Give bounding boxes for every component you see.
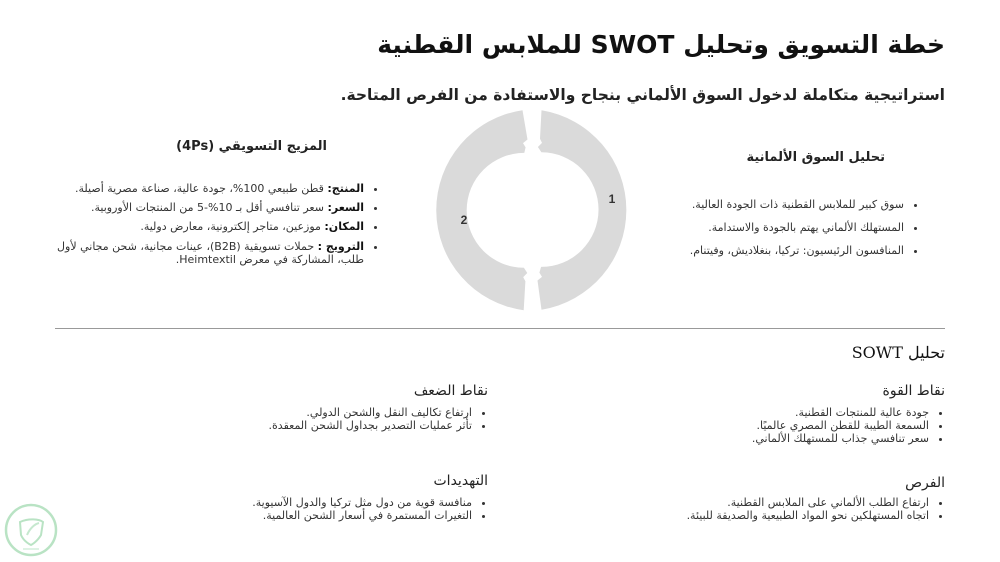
item-label: المنتج:	[327, 182, 364, 195]
list-item: • سعر تنافسي جذاب للمستهلك الألماني.	[599, 432, 929, 445]
threats-list	[142, 496, 488, 522]
item-text: حملات تسويقية (B2B)، عينات مجانية، شحن مجاني لأول طلب، المشاركة في معرض Heimtextil.	[57, 239, 364, 266]
item-label: الترويج :	[317, 239, 364, 253]
cycle-diagram	[426, 100, 650, 316]
list-item: • المستهلك الألماني يهتم بالجودة والاستدامة.	[604, 221, 904, 234]
list-item: • تأثر عمليات التصدير بجداول الشحن المعقدة.	[142, 419, 472, 432]
swot-title: تحليل SOWT	[851, 343, 945, 362]
item-label: السعر:	[327, 201, 364, 215]
list-item	[34, 240, 364, 266]
segment-label-2: 2	[460, 213, 468, 227]
item-text: قطن طبيعي 100%، جودة عالية، صناعة مصرية أصيلة.	[75, 182, 324, 195]
page-title: خطة التسويق وتحليل SWOT للملابس القطنية	[377, 30, 945, 59]
opportunities-list	[599, 496, 945, 522]
item-text: سعر تنافسي أقل بـ 10%-5 من المنتجات الأوروبية.	[91, 201, 324, 215]
market-analysis-title: تحليل السوق الألمانية	[746, 150, 885, 165]
marketing-mix-title: المزيج التسويقي (4Ps)	[176, 139, 327, 154]
watermark-logo	[3, 502, 59, 558]
list-item: • ارتفاع تكاليف النقل والشحن الدولي.	[142, 406, 472, 419]
list-item: • سوق كبير للملابس القطنية ذات الجودة العالية.	[604, 198, 904, 211]
list-item: • جودة عالية للمنتجات القطنية.	[599, 406, 929, 419]
item-label: المكان:	[324, 220, 364, 234]
list-item: • السمعة الطيبة للقطن المصري عالميًا.	[599, 419, 929, 432]
section-divider	[55, 328, 945, 329]
market-analysis-list	[604, 198, 920, 267]
list-item: • منافسة قوية من دول مثل تركيا والدول الآسيوية.	[142, 496, 472, 509]
marketing-mix-list	[34, 182, 380, 272]
list-item	[34, 201, 364, 214]
ring-segment-1	[538, 110, 627, 309]
opportunities-heading: الفرص	[905, 475, 945, 491]
strengths-list	[599, 406, 945, 445]
list-item: • التغيرات المستمرة في أسعار الشحن العالمية.	[142, 509, 472, 522]
list-item: • المنافسون الرئيسيون: تركيا، بنغلاديش، وفيتنام.	[604, 244, 904, 257]
item-text: موزعين، متاجر إلكترونية، معارض دولية.	[140, 220, 321, 234]
threats-heading: التهديدات	[433, 473, 488, 489]
page-subtitle: استراتيجية متكاملة لدخول السوق الألماني بنجاح والاستفادة من الفرص المتاحة.	[340, 86, 945, 104]
list-item	[34, 220, 364, 233]
list-item: • اتجاه المستهلكين نحو المواد الطبيعية والصديقة للبيئة.	[599, 509, 929, 522]
strengths-heading: نقاط القوة	[882, 383, 945, 399]
list-item: • ارتفاع الطلب الألماني على الملابس القطنية.	[599, 496, 929, 509]
ring-segment-2	[436, 110, 527, 310]
list-item	[34, 182, 364, 195]
weaknesses-heading: نقاط الضعف	[413, 383, 488, 399]
segment-label-1: 1	[608, 192, 616, 206]
weaknesses-list	[142, 406, 488, 432]
